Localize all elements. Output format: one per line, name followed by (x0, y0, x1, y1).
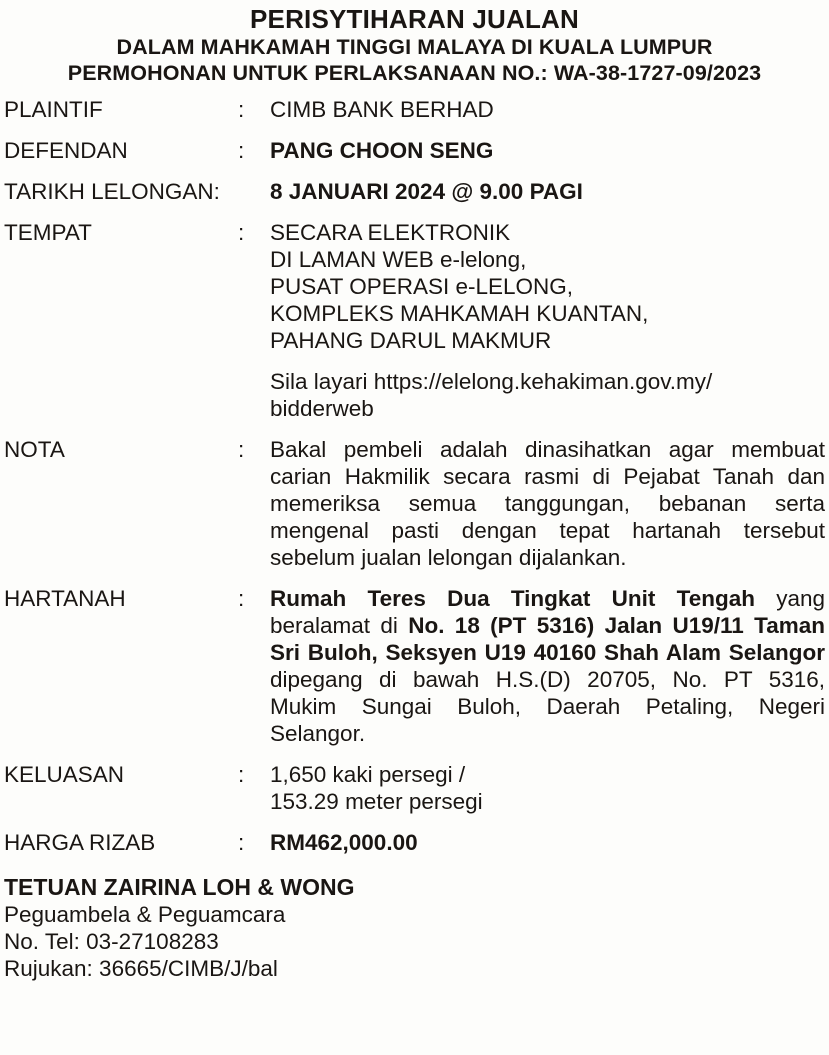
row-nota (4, 436, 825, 571)
defendan-label: DEFENDAN (4, 138, 128, 163)
tempat-line: PUSAT OPERASI e-LELONG, (270, 274, 574, 299)
tempat-line: DI LAMAN WEB e-lelong, (270, 247, 527, 272)
tempat-label: TEMPAT (4, 220, 92, 245)
plaintif-label: PLAINTIF (4, 97, 103, 122)
defendan-value: PANG CHOON SENG (270, 138, 494, 163)
colon: : (238, 830, 245, 855)
property-address: No. 18 (PT 5316) Jalan U19/11 Taman Sri Buloh, Seksyen U19 40160 Shah Alam Selangor (270, 613, 825, 665)
hartanah-label: HARTANAH (4, 586, 126, 611)
keluasan-value (270, 761, 825, 815)
tempat-line: KOMPLEKS MAHKAMAH KUANTAN, (270, 301, 649, 326)
colon: : (238, 437, 245, 462)
details-table (4, 96, 825, 856)
harga-value: RM462,000.00 (270, 830, 418, 855)
row-tempat (4, 219, 825, 422)
tarikh-value: 8 JANUARI 2024 @ 9.00 PAGI (270, 179, 583, 204)
notice-title: PERISYTIHARAN JUALAN (249, 4, 580, 34)
visit-line: bidderweb (270, 396, 374, 421)
firm-reference: Rujukan: 36665/CIMB/J/bal (4, 956, 278, 981)
firm-name: TETUAN ZAIRINA LOH & WONG (4, 874, 355, 900)
colon: : (238, 762, 245, 787)
nota-label: NOTA (4, 437, 65, 462)
keluasan-line: 1,650 kaki persegi / (270, 762, 466, 787)
property-type: Rumah Teres Dua Tingkat Unit Tengah (270, 586, 755, 611)
row-defendan (4, 137, 825, 164)
keluasan-line: 153.29 meter persegi (270, 789, 483, 814)
visit-line: Sila layari https://elelong.kehakiman.gov.my/ (270, 369, 713, 394)
hartanah-text (270, 585, 825, 747)
row-hartanah (4, 585, 825, 747)
harga-label: HARGA RIZAB (4, 830, 156, 855)
row-tarikh (4, 178, 825, 205)
colon: : (238, 138, 245, 163)
court-name: DALAM MAHKAMAH TINGGI MALAYA DI KUALA LUMPUR (116, 35, 713, 59)
application-number: PERMOHONAN UNTUK PERLAKSANAAN NO.: WA-38-1727-09/2023 (67, 61, 762, 85)
tempat-value (270, 219, 825, 422)
nota-text: Bakal pembeli adalah dinasihatkan agar membuat carian Hakmilik secara rasmi di Pejabat Tanah dan memeriksa semua tanggungan, bebanan serta mengenal pasti dengan tepat hartanah tersebut sebelum jualan lelongan dijalankan. (270, 437, 825, 570)
keluasan-label: KELUASAN (4, 762, 125, 787)
colon: : (238, 586, 245, 611)
plaintif-value: CIMB BANK BERHAD (270, 97, 494, 122)
colon: : (238, 220, 245, 245)
tarikh-label: TARIKH LELONGAN: (4, 179, 220, 204)
tempat-line: SECARA ELEKTRONIK (270, 220, 511, 245)
tempat-line: PAHANG DARUL MAKMUR (270, 328, 552, 353)
firm-role: Peguambela & Peguamcara (4, 902, 286, 927)
firm-phone: No. Tel: 03-27108283 (4, 929, 219, 954)
row-plaintif (4, 96, 825, 123)
visit-website-note (270, 368, 825, 422)
row-keluasan (4, 761, 825, 815)
solicitor-block (4, 874, 825, 982)
colon: : (238, 97, 245, 122)
property-text: yang beralamat di (270, 586, 825, 638)
row-harga (4, 829, 825, 856)
property-title-details: dipegang di bawah H.S.(D) 20705, No. PT 5316, Mukim Sungai Buloh, Daerah Petaling, Negeri Selangor. (270, 667, 825, 746)
